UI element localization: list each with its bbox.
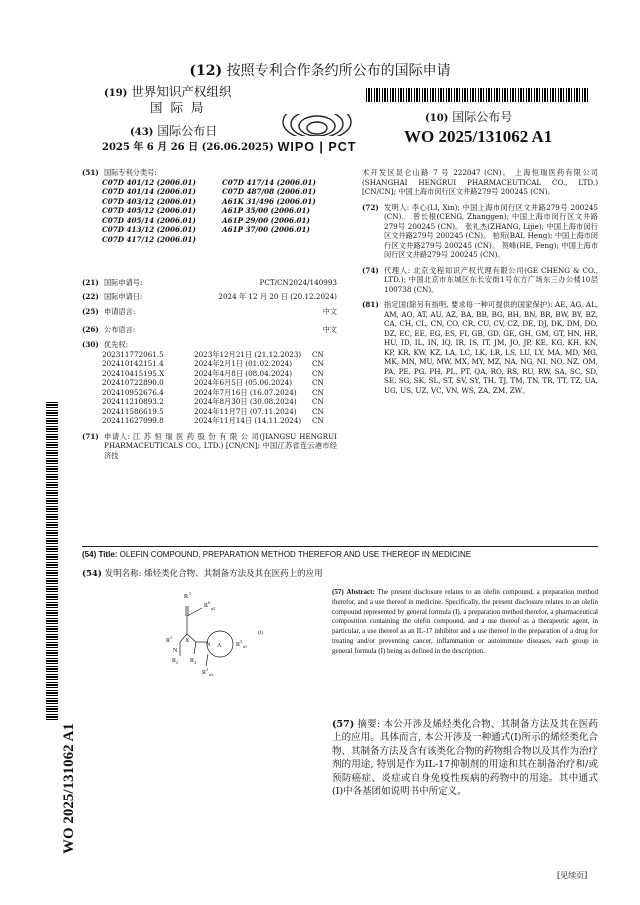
priority-number: 202411586619.5: [102, 406, 164, 416]
priority-country: CN: [312, 368, 324, 378]
filing-lang-row: (25) 申请语言: 中文: [82, 307, 337, 316]
formula-atom-sub: 4: [194, 660, 196, 665]
pub-date: 2025 年 6 月 26 日 (26.06.2025): [102, 142, 274, 153]
inventors-block: (72) 发明人: 李心(LI, Xin); 中国上海市闵行区文井路279号 200245 (CN)。 曾长根(CENG, Zhanggen); 中国上海市闵行区文井路279号 200245 (CN)。 张礼杰(ZHANG, Lijie); 中国上海市闵行区文井路279号 200245 (CN)。 柏珩(BAI, Heng); 中国上海市闵行区文井路279号 200245 (CN)。 贺峰(HE, Feng); 中国上海市闵行区文井路279号 200245 (CN)。: [362, 202, 598, 259]
title-zh: (54) 发明名称: 烯烃类化合物、其制备方法及其在医药上的应用: [82, 569, 323, 579]
priority-label-row: (30) 优先权:: [82, 340, 128, 349]
formula-atom-r4: R: [190, 658, 195, 664]
ipc-code: A61P 35/00 (2006.01): [222, 206, 310, 215]
org-name: (19) 世界知识产权组织: [104, 84, 232, 99]
priority-number: 202311772061.5: [102, 349, 164, 359]
formula-atom-sub: 3: [240, 639, 242, 644]
priority-country: CN: [312, 406, 324, 416]
org-sub: 国 际 局: [150, 100, 206, 115]
ipc-code: A61K 31/496 (2006.01): [222, 196, 316, 206]
pub-lang-row: (26) 公布语言: 中文: [82, 324, 337, 334]
formula-atom-sub: n1: [243, 644, 247, 649]
priority-number: 202410722890.0: [102, 378, 164, 387]
wipo-logo: [271, 96, 363, 156]
side-barcode: [46, 400, 58, 720]
priority-country: CN: [312, 416, 324, 425]
formula-atom-sub: 2: [176, 660, 178, 665]
formula-atom-sub: 6: [208, 600, 210, 605]
ipc-code: C07D 401/12 (2006.01): [102, 177, 196, 187]
priority-date: 2024年4月8日 (08.04.2024): [194, 368, 293, 378]
wipo-logo-text: WIPO | PCT: [277, 139, 357, 154]
ipc-code: C07D 417/14 (2006.01): [222, 177, 316, 187]
priority-date: 2024年11月14日 (14.11.2024): [194, 416, 302, 425]
formula-atom-sub: n3: [209, 672, 213, 677]
priority-date: 2024年6月5日 (05.06.2024): [194, 378, 293, 387]
ipc-code: C07D 413/12 (2006.01): [102, 225, 196, 234]
app-no-row: (21) 国际申请号: PCT/CN2024/140993: [82, 278, 337, 287]
priority-country: CN: [312, 387, 324, 397]
ipc-code: C07D 417/12 (2006.01): [102, 234, 196, 244]
formula-atom-r2: R: [172, 658, 177, 664]
divider: [82, 546, 598, 547]
formula-atom-sub: 3: [206, 667, 208, 672]
priority-country: CN: [312, 397, 324, 406]
ipc-code: C07D 405/12 (2006.01): [102, 206, 196, 215]
title-en: (54) Title: OLEFIN COMPOUND, PREPARATION METHOD THEREFOR AND USE THEREOF IN MEDICINE: [82, 550, 472, 559]
priority-date: 2024年2月1日 (01.02.2024): [194, 359, 293, 368]
agent-block: (74) 代理人: 北京戈程知识产权代理有限公司(GE CHENG & CO., LTD.); 中国北京市东城区东长安街1号东方广场东三办公楼10层 100738 (CN)。: [362, 265, 598, 294]
formula-atom-sub: n2: [211, 606, 215, 611]
biblio-right: [362, 168, 598, 395]
applicant-continued: 术开发区昆仑山路 7 号 222047 (CN)。 上海恒瑞医药有限公司 (SHANGHAI HENGRUI PHARMACEUTICAL CO., LTD.) [CN/CN]; 中国上海市闵行区文井路279号 200245 (CN)。: [362, 168, 598, 196]
formula-atom-r5: R: [184, 594, 189, 600]
biblio-left: [82, 278, 337, 460]
formula-atom-sub: 5: [189, 591, 191, 596]
designated-states-block: (81) 指定国(除另有指明, 要求每一种可提供的国家保护): AE, AG, AL, AM, AO, AT, AU, AZ, BA, BB, BG, BH, BN, BR, BW, BY, BZ, CA, CH, CL, CN, CO, CR, CU, CV, CZ, DE, DJ, DK, DM, DO, DZ, EC, EE, EG, ES, FI, GB, GD, GE, GH, GM, GT, HN, HR, HU, ID, IL, IN, IQ, IR, IS, IT, JM, JO, JP, KE, KG, KH, KN, KP, KR, KW, KZ, LA, LC, LK, LR, LS, LU, LY, MA, MD, MG, MK, MN, MU, MW, MX, MY, MZ, NA, NG, NI, NO, NZ, OM, PA, PE, PG, PH, PL, PT, QA, RO, RS, RU, RW, SA, SC, SD, SE, SG, SK, SL, ST, SV, SY, TH, TJ, TM, TN, TR, TT, TZ, UA, UG, US, UZ, VC, VN, WS, ZA, ZM, ZW。: [362, 300, 598, 395]
formula-atom-sub: 1: [170, 635, 172, 640]
priority-country: CN: [312, 349, 324, 359]
priority-date: 2024年11月7日 (07.11.2024): [194, 406, 297, 416]
priority-list: [102, 350, 337, 426]
formula-atom-x: X: [185, 638, 190, 644]
abstract-en: (57) Abstract: The present disclosure relates to an olefin compound, a preparation method therefor, and a use thereof in medicine. Specifically, the present disclosure relates to an olefin compound represented by general formula (I), a preparation method therefor, a pharmaceutical composition containing the olefin compound, and a use thereof as a therapeutic agent, in particular, a use thereof as an IL-17 inhibitor and a use thereof in the preparation of a drug for treating and/or preventing cancer, inflammation or autoimmune diseases, each group in general formula (I) being as defined in the description.: [332, 588, 599, 655]
side-pub-number: WO 2025/131062 A1: [61, 723, 77, 854]
priority-number: 202410952676.4: [102, 387, 164, 397]
formula-ring-a: A: [217, 643, 222, 649]
ipc-code: A61P 29/00 (2006.01): [222, 215, 310, 225]
document-title: (12) 按照专利合作条约所公布的国际申请: [189, 63, 451, 79]
formula-atom-n: N: [173, 648, 178, 654]
priority-date: 2024年7月16日 (16.07.2024): [194, 387, 297, 397]
continued-note: [见续页]: [557, 871, 588, 880]
abstract-zh: (57) 摘要: 本公开涉及烯烃类化合物、其制备方法及其在医药上的应用。具体而言, 本公开涉及一种通式(I)所示的烯烃类化合物、其制备方法及含有该类化合物的药物组合物以及其作为治疗剂的用途, 特别是作为IL-17抑制剂的用途和其在制备治疗和/或预防癌症、炎症或自身免疫性疾病的药物中的用途。其中通式(I)中各基团如说明书中所定义。: [332, 719, 599, 798]
pub-no: WO 2025/131062 A1: [404, 127, 553, 146]
ipc-code: C07D 401/14 (2006.01): [102, 187, 196, 196]
ipc-code: C07D 405/14 (2006.01): [102, 215, 196, 225]
formula-atom-r6: R: [204, 603, 209, 609]
priority-number: 202411627099.8: [102, 416, 164, 425]
formula-atom-n: N: [206, 642, 211, 648]
ipc-code: C07D 487/08 (2006.01): [222, 187, 316, 196]
formula-atom-r1: R: [166, 638, 171, 644]
formula-atom-r3: R: [236, 642, 241, 648]
pub-date-label: (43) 国际公布日: [130, 124, 218, 138]
priority-number: 202410142151.4: [102, 359, 164, 368]
priority-country: CN: [312, 378, 324, 387]
priority-number: 202411210893.2: [102, 397, 164, 406]
priority-number: 202410415195.X: [102, 368, 165, 378]
ipc-section: (51) 国际专利分类号: C07D 401/12 (2006.01) C07D 417/14 (2006.01) C07D 401/14 (2006.01) C07D 487/08 (2006.01) C07D 403/12 (2006.01) A61K 31/496 (2006.01) C07D 405/12 (2006.01) A61P 35/00 (2006.01) C07D 405/14 (2006.01) A61P 29/00 (2006.01) C07D 413/12 (2006.01) A61P 37/00 (2006.01) C07D 417/12 (2006.01): [82, 168, 337, 244]
applicant-block: (71) 申请人: 江 苏 恒 瑞 医 药 股 份 有 限 公 司(JIANGSU HENGRUI PHARMACEUTICALS CO., LTD.) [CN/CN]; 中国江苏省连云港市经济技: [82, 431, 337, 460]
priority-date: 2023年12月21日 (21.12.2023): [194, 349, 302, 359]
priority-country: CN: [312, 359, 324, 368]
formula-label: (I): [258, 631, 263, 636]
ipc-list: [102, 178, 337, 245]
formula-atom-r3: R: [202, 670, 207, 676]
barcode: [366, 88, 588, 102]
priority-date: 2024年8月30日 (30.08.2024): [194, 397, 297, 406]
pub-no-label: (10) 国际公布号: [425, 110, 513, 124]
ipc-code: A61P 37/00 (2006.01): [222, 225, 310, 234]
chemical-formula: [150, 590, 320, 700]
ipc-code: C07D 403/12 (2006.01): [102, 196, 196, 206]
filing-date-row: (22) 国际申请日: 2024 年 12 月 20 日 (20.12.2024): [82, 291, 337, 301]
